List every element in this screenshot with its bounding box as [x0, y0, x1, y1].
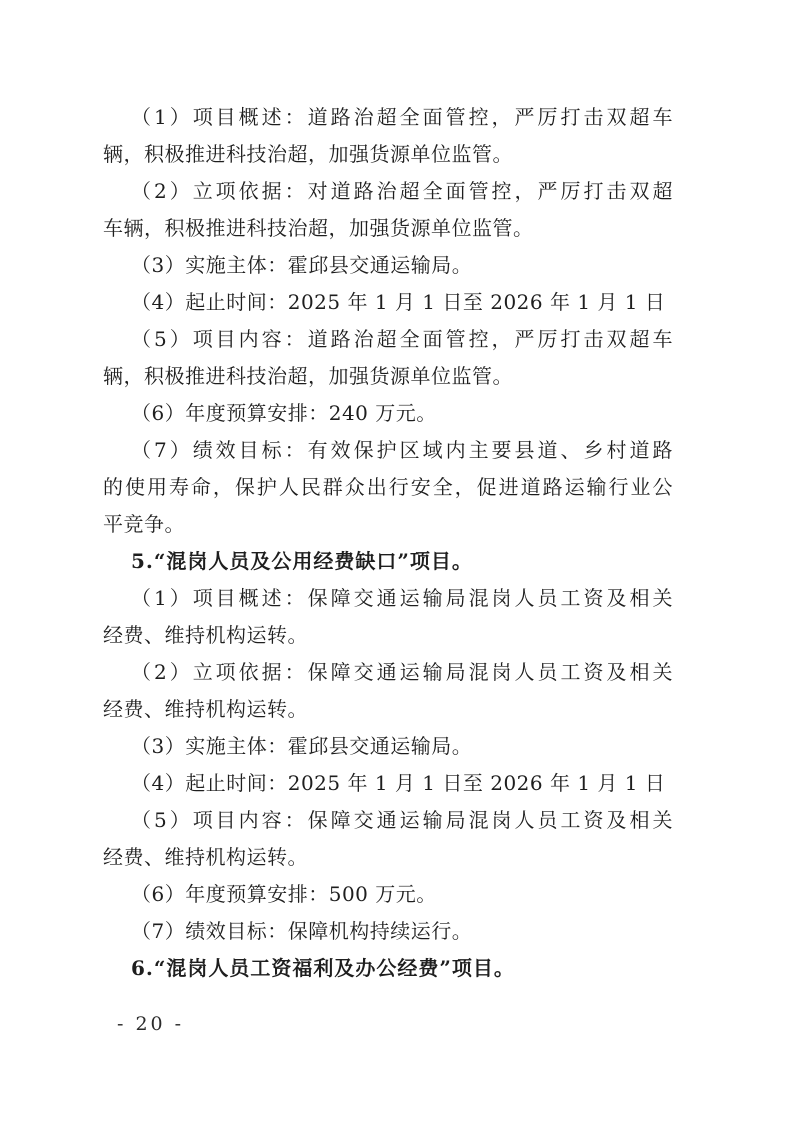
paragraph-line: （6）年度预算安排：500 万元。 [131, 882, 437, 906]
paragraph-line: （7）绩效目标：有效保护区域内主要县道、乡村道路 [131, 438, 673, 462]
paragraph-line: （3）实施主体：霍邱县交通运输局。 [131, 734, 473, 758]
paragraph-line: （1）项目概述：道路治超全面管控，严厉打击双超车 [131, 105, 673, 129]
paragraph-line: 平竞争。 [103, 512, 185, 536]
paragraph-line: （1）项目概述：保障交通运输局混岗人员工资及相关 [131, 586, 673, 610]
paragraph-line: 辆，积极推进科技治超，加强货源单位监管。 [103, 142, 513, 166]
paragraph-line: （6）年度预算安排：240 万元。 [131, 401, 437, 425]
document-body [103, 99, 673, 987]
paragraph-line: 经费、维持机构运转。 [103, 623, 308, 647]
paragraph-line: （5）项目内容：保障交通运输局混岗人员工资及相关 [131, 808, 673, 832]
page-number: - 20 - [117, 1013, 185, 1035]
paragraph-line: （4）起止时间：2025 年 1 月 1 日至 2026 年 1 月 1 日 [131, 771, 666, 795]
paragraph-line: （3）实施主体：霍邱县交通运输局。 [131, 253, 473, 277]
project-heading-6: 6.“混岗人员工资福利及办公经费”项目。 [131, 956, 515, 980]
project-heading-5: 5.“混岗人员及公用经费缺口”项目。 [131, 549, 473, 573]
paragraph-line: 经费、维持机构运转。 [103, 845, 308, 869]
paragraph-line: 的使用寿命，保护人民群众出行安全，促进道路运输行业公 [103, 475, 673, 499]
paragraph-line: 车辆，积极推进科技治超，加强货源单位监管。 [103, 216, 534, 240]
paragraph-line: 经费、维持机构运转。 [103, 697, 308, 721]
paragraph-line: 辆，积极推进科技治超，加强货源单位监管。 [103, 364, 513, 388]
paragraph-line: （4）起止时间：2025 年 1 月 1 日至 2026 年 1 月 1 日 [131, 290, 666, 314]
paragraph-line: （5）项目内容：道路治超全面管控，严厉打击双超车 [131, 327, 673, 351]
paragraph-line: （2）立项依据：保障交通运输局混岗人员工资及相关 [131, 660, 673, 684]
paragraph-line: （2）立项依据：对道路治超全面管控，严厉打击双超 [131, 179, 673, 203]
paragraph-line: （7）绩效目标：保障机构持续运行。 [131, 919, 473, 943]
